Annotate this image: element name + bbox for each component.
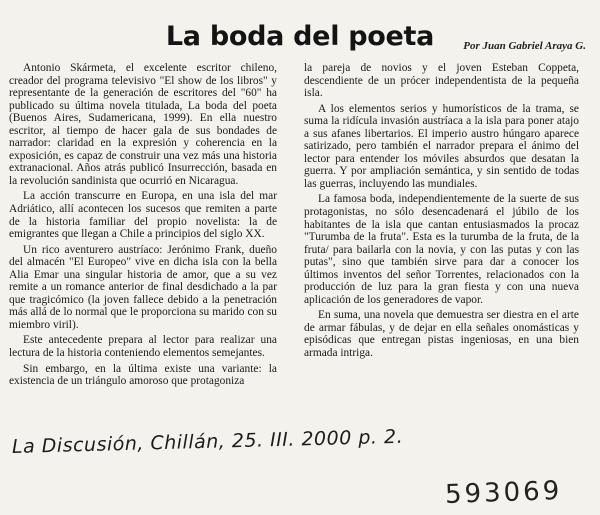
handwritten-source-note: La Discusión, Chillán, 25. III. 2000 p. 2.: [11, 425, 404, 458]
paragraph: Un rico aventurero austríaco: Jerónimo Frank, dueño del almacén "El Europeo" vive en dicha isla con la bella Alia Emar una singular historia de amor, que a su vez remite a un romance anterior de final desdichado a la par que tragicómico (la joven fallece debido a la penetración más allá de lo normal que le proporciona su marido con su miembro viril).: [9, 243, 277, 331]
paragraph: Sin embargo, en la última existe una variante: la existencia de un triángulo amoroso que protagoniza: [9, 362, 277, 388]
paragraph: En suma, una novela que demuestra ser diestra en el arte de armar fábulas, y de dejar en ella señales onomásticas y episódicas que entregan pistas ingeniosas, en una bien armada intriga.: [304, 309, 579, 360]
catalog-number: 593069: [444, 475, 563, 511]
article-column-left: [9, 62, 277, 388]
paragraph: la pareja de novios y el joven Esteban Coppeta, descendiente de un prócer independentista de la pequeña isla.: [304, 62, 579, 100]
paragraph: La acción transcurre en Europa, en una isla del mar Adriático, allí acontecen los sucesos que remiten a parte de la historia familiar del propio novelista: la de emigrantes que llegan a Chile a principios del siglo XX.: [9, 190, 277, 241]
paragraph: Este antecedente prepara al lector para realizar una lectura de la historia conteniendo elementos semejantes.: [9, 334, 277, 360]
article-column-right: [304, 62, 579, 360]
paragraph: La famosa boda, independientemente de la suerte de sus protagonistas, no sólo desencadenará el júbilo de los habitantes de la isla que cantan entusiasmados la procaz "Turumba de la fruta". Esta es la turumba de la fruta, de la fruta/ para bailarla con la novia, y con las putas y con las putas", sino que también sirve para dar a conocer los últimos inventos del señor Torrentes, relacionados con la producción de luz para la gran fiesta y con una nueva aplicación de los generadores de vapor.: [304, 193, 579, 306]
paragraph: Antonio Skármeta, el excelente escritor chileno, creador del programa televisivo "El show de los libros" y representante de la generación de escritores del "60" ha publicado su última novela titulada, La boda del poeta (Buenos Aires, Sudamericana, 1999). En ella nuestro escritor, al tiempo de hacer gala de sus bondades de narrador: claridad en la expresión y coherencia en la exposición, es capaz de construir una vez más una historia extranacional. Años atrás publicó Insurrección, basada en la revolución sandinista que ocurrió en Nicaragua.: [9, 62, 277, 187]
article-title: La boda del poeta: [165, 21, 435, 53]
article-byline: Por Juan Gabriel Araya G.: [463, 40, 586, 52]
paragraph: A los elementos serios y humorísticos de la trama, se suma la ridícula invasión austríaca a la isla para poner atajo a sus afanes libertarios. El imperio austro húngaro aparece satirizado, pero también el narrador prepara el ánimo del lector para entender los móviles absurdos que desatan la guerra. Y por ampliación semántica, y sin sentido de todas las guerras, incluyendo las mundiales.: [304, 102, 579, 190]
